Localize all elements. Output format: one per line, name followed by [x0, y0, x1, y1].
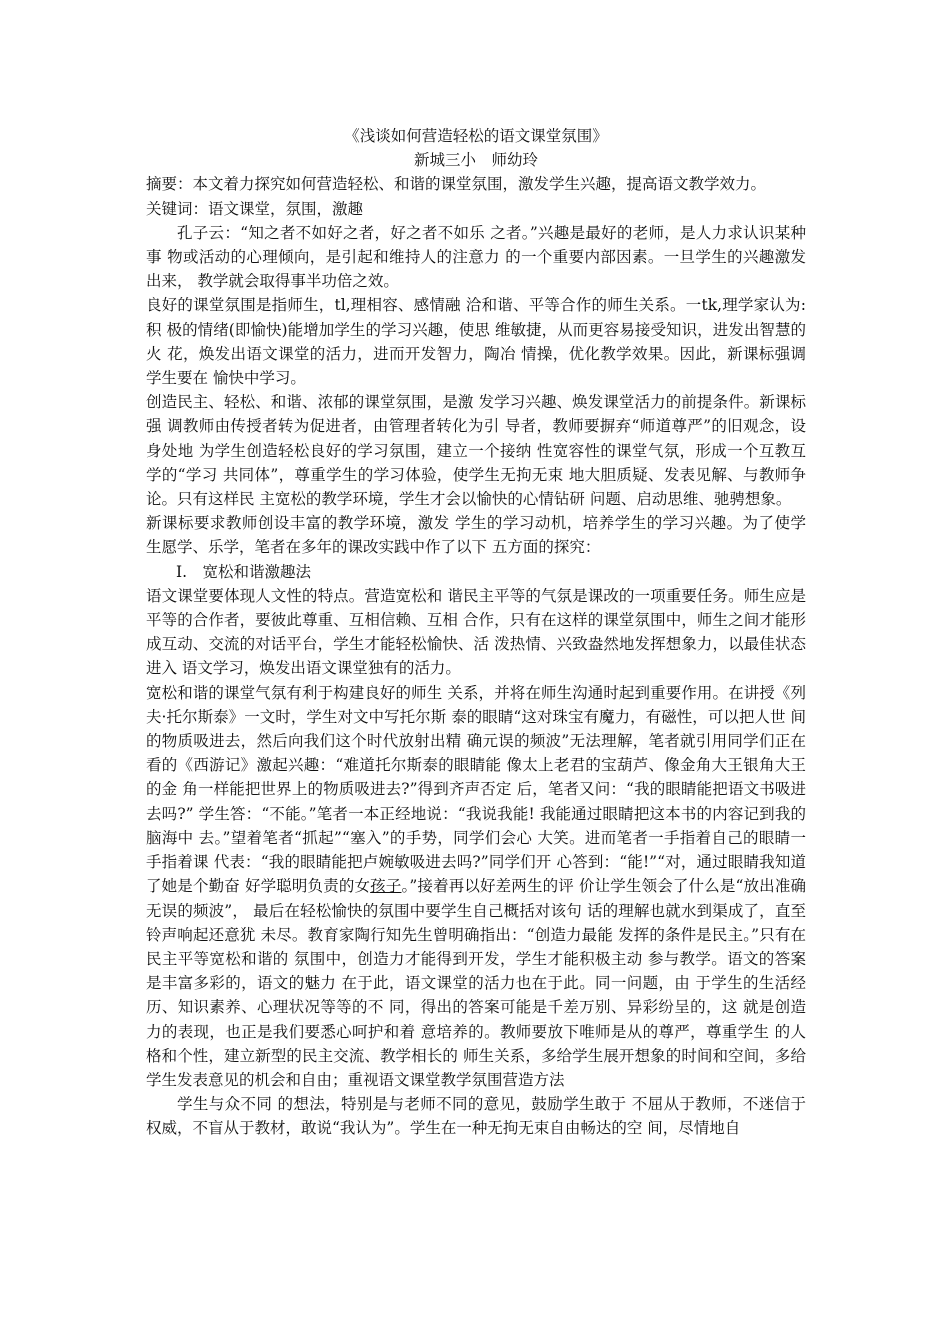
paragraph-6-part-b: 。”接着再以好差两生的评 价让学生领会了什么是“放出准确无误的频波”， 最后在轻松愉快的氛围中要学生自己概括对该句 话的理解也就水到渠成了，直至铃声响起还意犹 未尽。教育家陶行知先生曾明确指出：“创造力最能 发挥的条件是民主。”只有在民主平等宽松和谐的 氛围中，创造力才能得到开发，学生才能积极主动 参与教学。语文的答案是丰富多彩的，语文的魅力 在于此，语文课堂的活力也在于此。同一问题，由 于学生的生活经历、知识素养、心理状况等等的不 同，得出的答案可能是千差万别、异彩纷呈的，这 就是创造力的表现，也正是我们要悉心呵护和着 意培养的。教师要放下唯师是从的尊严，尊重学生 的人格和个性，建立新型的民主交流、教学相长的 师生关系，多给学生展开想象的时间和空间，多给学生发表意见的机会和自由；重视语文课堂教学氛围营造方法	[146, 877, 806, 1089]
underlined-word: 孩子	[370, 877, 402, 896]
article-title: 《浅谈如何营造轻松的语文课堂氛围》	[344, 127, 608, 145]
section-heading-1: I. 宽松和谐激趣法	[176, 562, 312, 581]
paragraph-6-part-a: 宽松和谐的课堂气氛有利于构建良好的师生 关系，并将在师生沟通时起到重要作用。在讲授《列夫·托尔斯泰》一文时，学生对文中写托尔斯 泰的眼睛“这对珠宝有魔力，有磁性，可以把人世 间的物质吸进去，然后向我们这个时代放射出精 确元误的频波”无法理解，笔者就引用同学们正在 看的《西游记》激起兴趣：“难道托尔斯泰的眼睛能 像太上老君的宝葫芦、像金角大王银角大王的金 角一样能把世界上的物质吸进去?”得到齐声否定 后，笔者又问：“我的眼睛能把语文书吸进去吗?” 学生答：“不能。”笔者一本正经地说：“我说我能! 我能通过眼睛把这本书的内容记到我的脑海中 去。”望着笔者“抓起”“塞入”的手势，同学们会心 大笑。进而笔者一手指着自己的眼睛一手指着课 代表：“我的眼睛能把卢婉敏吸进去吗?”同学们开 心答到：“能!”“对，通过眼睛我知道了她是个勤奋 好学聪明负责的女	[146, 683, 806, 896]
article-body	[146, 124, 806, 1141]
keywords: 关键词：语文课堂，氛围，激趣	[146, 199, 364, 218]
paragraph-1: 孔子云：“知之者不如好之者，好之者不如乐 之者。”兴趣是最好的老师，是人力求认识某种事 物或活动的心理倾向，是引起和维持人的注意力 的一个重要内部因素。一旦学生的兴趣激发出来， 教学就会取得事半功倍之效。	[146, 223, 806, 291]
paragraph-5: 语文课堂要体现人文性的特点。营造宽松和 谐民主平等的气氛是课改的一项重要任务。师生应是平等的合作者，要彼此尊重、互相信赖、互相 合作，只有在这样的课堂氛围中，师生之间才能形 成互动、交流的对话平台，学生才能轻松愉快、活 泼热情、兴致盎然地发挥想象力，以最佳状态进入 语文学习，焕发出语文课堂独有的活力。	[146, 586, 806, 678]
paragraph-3: 创造民主、轻松、和谐、浓郁的课堂氛围，是激 发学习兴趣、焕发课堂活力的前提条件。新课标强 调教师由传授者转为促进者，由管理者转化为引 导者，教师要摒弃“师道尊严”的旧观念，设身处地 为学生创造轻松良好的学习氛围，建立一个接纳 性宽容性的课堂气氛，形成一个互教互学的“学习 共同体”，尊重学生的学习体验，使学生无拘无束 地大胆质疑、发表见解、与教师争论。只有这样民 主宽松的教学环境，学生才会以愉快的心情钻研 问题、启动思维、驰骋想象。	[146, 393, 806, 509]
paragraph-7: 学生与众不同 的想法，特别是与老师不同的意见，鼓励学生敢于 不屈从于教师，不迷信于权威，不盲从于教材，敢说“我认为”。学生在一种无拘无束自由畅达的空 间，尽情地自	[146, 1095, 806, 1138]
paragraph-2: 良好的课堂氛围是指师生，tl,理相容、感情融 洽和谐、平等合作的师生关系。一tk,理学家认为: 积 极的情绪(即愉快)能增加学生的学习兴趣，使思 维敏捷，从而更容易接受知识，进发出智慧的火 花，焕发出语文课堂的活力，进而开发智力，陶冶 情操，优化教学效果。因此，新课标强调学生要在 愉快中学习。	[146, 296, 806, 388]
abstract: 摘要：本文着力探究如何营造轻松、和谐的课堂氛围，激发学生兴趣，提高语文教学效力。	[146, 175, 767, 194]
paragraph-4: 新课标要求教师创设丰富的教学环境，激发 学生的学习动机，培养学生的学习兴趣。为了使学 生愿学、乐学，笔者在多年的课改实践中作了以下 五方面的探究：	[146, 514, 806, 557]
paragraph-6	[146, 681, 806, 1092]
article-author: 新城三小 师幼玲	[413, 151, 538, 170]
